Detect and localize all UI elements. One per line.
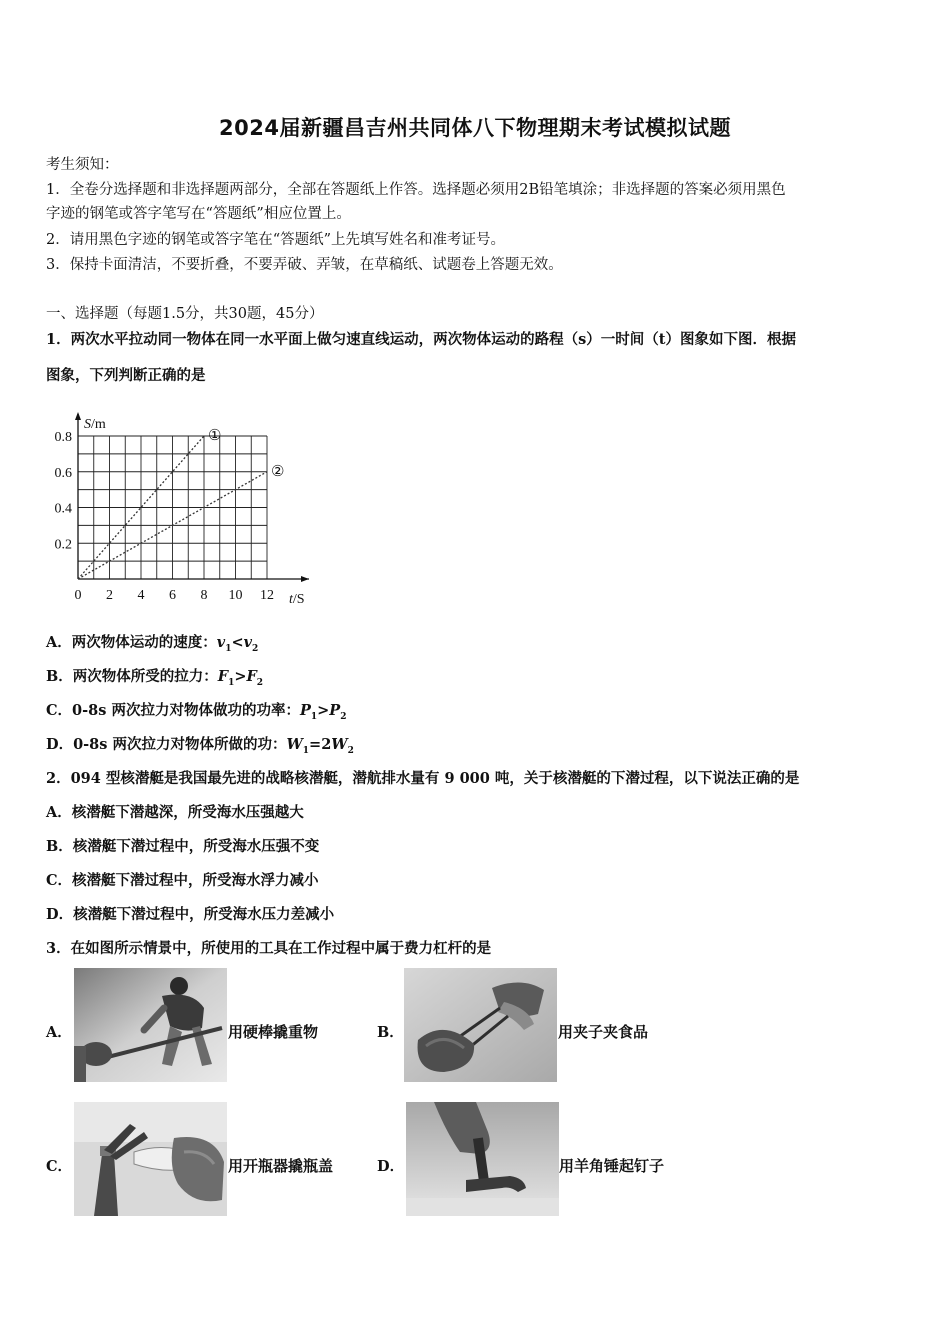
q2-stem: 2．094 型核潜艇是我国最先进的战略核潜艇，潜航排水量有 9 000 吨，关于核潜艇的下潜过程，以下说法正确的是 xyxy=(46,770,800,787)
q3-option-b-letter[interactable]: B． xyxy=(377,1024,404,1041)
notice-item-2: 2．请用黑色字迹的钢笔或答字笔在“答题纸”上先填写姓名和准考证号。 xyxy=(46,232,506,248)
x-tick-label: 4 xyxy=(137,588,145,603)
y-axis-label: S/m xyxy=(84,417,106,432)
q3-option-d-caption: 用羊角锤起钉子 xyxy=(559,1157,665,1175)
q1-option-b-sub1: 1 xyxy=(228,677,235,688)
x-axis-arrow xyxy=(301,576,309,582)
q1-option-d-sub2: 2 xyxy=(347,745,354,756)
y-tick-label: 0.8 xyxy=(54,430,72,445)
q1-option-c[interactable] xyxy=(46,699,346,722)
q2-option-a[interactable]: A．核潜艇下潜越深，所受海水压强越大 xyxy=(46,804,304,821)
st-graph-svg xyxy=(42,404,322,606)
q1-option-c-op: > xyxy=(317,702,330,719)
q3-option-b-caption: 用夹子夹食品 xyxy=(558,1023,649,1041)
q1-option-b-var2: F xyxy=(246,668,257,685)
x-tick-label: 10 xyxy=(228,588,243,603)
q1-option-b-sub2: 2 xyxy=(256,677,264,688)
q1-option-c-var1: P xyxy=(299,702,311,719)
x-tick-label: 12 xyxy=(260,588,274,603)
q1-option-a-text: A．两次物体运动的速度： xyxy=(46,634,217,651)
notice-item-3: 3．保持卡面清洁，不要折叠，不要弄破、弄皱，在草稿纸、试题卷上答题无效。 xyxy=(46,257,563,273)
notice-item-1-line-1: 1．全卷分选择题和非选择题两部分，全部在答题纸上作答。选择题必须用2B铅笔填涂；非选择题的答案必须用黑色 xyxy=(46,182,786,198)
q2-option-d[interactable]: D．核潜艇下潜过程中，所受海水压力差减小 xyxy=(46,906,335,923)
q3-option-a-caption: 用硬棒撬重物 xyxy=(228,1023,319,1041)
y-tick-label: 0.6 xyxy=(54,465,72,481)
section-heading: 一、选择题（每题1.5分，共30题，45分） xyxy=(46,306,324,322)
q1-option-c-sub2: 2 xyxy=(340,711,347,722)
q1-option-b-var1: F xyxy=(217,668,229,685)
crowbar-photo-icon xyxy=(74,968,227,1082)
q3-option-c-caption: 用开瓶器撬瓶盖 xyxy=(228,1157,334,1175)
q1-option-a-sub1: 1 xyxy=(225,643,232,654)
q1-option-a-var2: v xyxy=(243,634,253,651)
q1-option-b-text: B．两次物体所受的拉力： xyxy=(46,668,218,685)
q1-option-a-sub2: 2 xyxy=(252,643,259,654)
q2-option-b[interactable]: B．核潜艇下潜过程中，所受海水压强不变 xyxy=(46,838,320,855)
q1-option-d-text: D．0-8s 两次拉力对物体所做的功： xyxy=(46,736,287,753)
q1-option-d-sub1: 1 xyxy=(302,745,310,756)
x-tick-label: 8 xyxy=(200,588,208,603)
x-axis-label: t/S xyxy=(289,592,305,606)
q1-option-d[interactable] xyxy=(46,733,354,756)
q3-option-b-photo[interactable] xyxy=(404,968,557,1082)
y-tick-label: 0.4 xyxy=(54,501,72,517)
q3-option-a-photo[interactable] xyxy=(74,968,227,1082)
q1-option-b-op: > xyxy=(234,668,247,685)
q2-option-c[interactable]: C．核潜艇下潜过程中，所受海水浮力减小 xyxy=(46,872,319,889)
st-graph xyxy=(42,404,322,610)
q3-option-c-photo[interactable] xyxy=(74,1102,227,1216)
x-tick-label: 6 xyxy=(169,588,176,603)
q1-option-b[interactable] xyxy=(46,665,263,688)
bottle-opener-photo-icon xyxy=(74,1102,227,1216)
y-tick-label: 0.2 xyxy=(54,537,72,553)
x-tick-label: 2 xyxy=(106,588,113,603)
q1-option-d-var1: W xyxy=(286,736,303,753)
series-label-2: ② xyxy=(271,463,285,480)
q1-option-a-op: < xyxy=(231,634,244,651)
series-label-1: ① xyxy=(208,428,222,444)
x-tick-label: 0 xyxy=(74,588,82,603)
notice-item-1-line-2: 字迹的钢笔或答字笔写在“答题纸”相应位置上。 xyxy=(46,206,351,222)
q3-option-c-letter[interactable]: C． xyxy=(46,1158,73,1175)
q1-stem-line-2: 图象，下列判断正确的是 xyxy=(46,367,206,384)
y-axis-arrow xyxy=(75,412,81,420)
tongs-photo-icon xyxy=(404,968,557,1082)
q3-option-d-photo[interactable] xyxy=(406,1102,559,1216)
q1-option-c-var2: P xyxy=(329,702,341,719)
q3-option-a-letter[interactable]: A． xyxy=(46,1024,72,1041)
q1-option-d-op: =2 xyxy=(309,736,332,753)
notice-heading: 考生须知： xyxy=(46,157,119,173)
page-title: 2024届新疆昌吉州共同体八下物理期末考试模拟试题 xyxy=(219,116,731,140)
q1-option-c-text: C．0-8s 两次拉力对物体做功的功率： xyxy=(46,702,300,719)
q1-option-c-sub1: 1 xyxy=(310,711,318,722)
q1-option-a-var1: v xyxy=(216,634,226,651)
q3-option-d-letter[interactable]: D． xyxy=(377,1158,405,1175)
q3-stem: 3．在如图所示情景中，所使用的工具在工作过程中属于费力杠杆的是 xyxy=(46,940,492,957)
q1-option-a[interactable] xyxy=(46,631,258,654)
q1-option-d-var2: W xyxy=(331,736,348,753)
claw-hammer-photo-icon xyxy=(406,1102,559,1216)
q1-stem-line-1: 1．两次水平拉动同一物体在同一水平面上做匀速直线运动，两次物体运动的路程（s）一时间（t）图象如下图．根据 xyxy=(46,331,796,348)
